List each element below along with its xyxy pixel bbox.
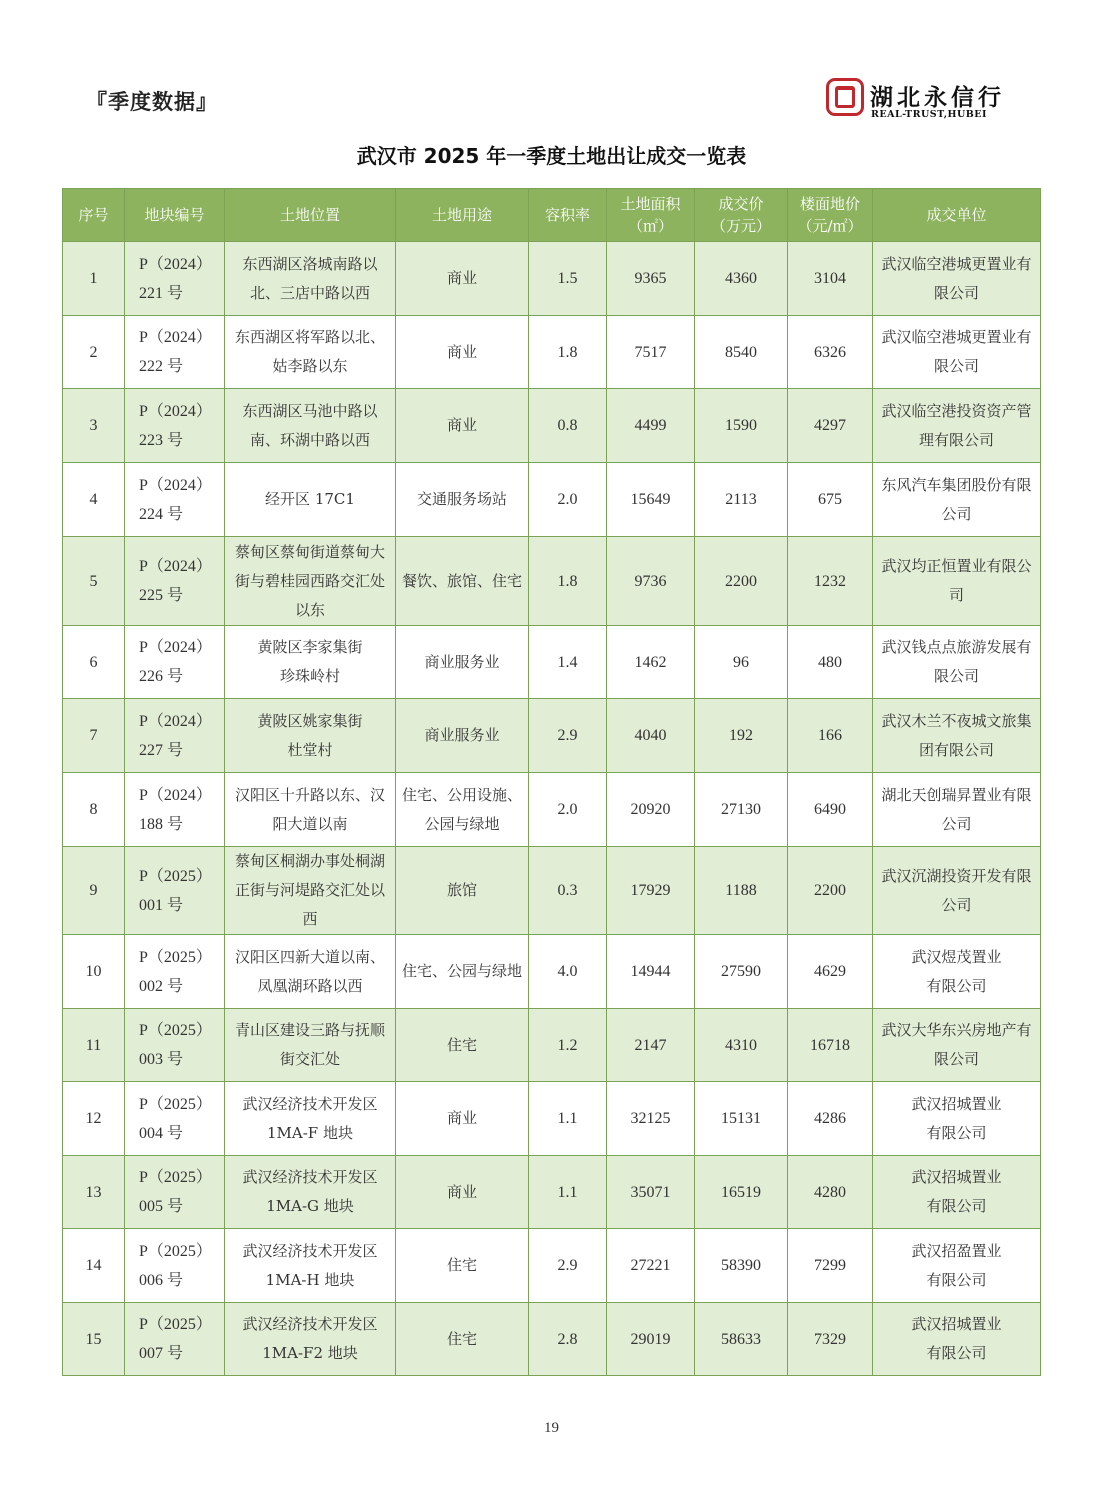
cell-deal-price: 27130 bbox=[695, 773, 788, 847]
cell-floor-price: 6490 bbox=[788, 773, 873, 847]
cell-floor-price: 2200 bbox=[788, 847, 873, 935]
cell-land-use: 住宅 bbox=[396, 1303, 529, 1376]
table-row bbox=[63, 389, 1041, 463]
table-row bbox=[63, 1229, 1041, 1303]
cell-land-use: 商业 bbox=[396, 242, 529, 316]
cell-number: 14 bbox=[63, 1229, 125, 1303]
column-header: 土地位置 bbox=[225, 189, 396, 242]
cell-buyer: 湖北天创瑞昇置业有限公司 bbox=[873, 773, 1041, 847]
cell-buyer: 武汉招城置业 有限公司 bbox=[873, 1156, 1041, 1229]
cell-land-area: 2147 bbox=[607, 1009, 695, 1082]
cell-deal-price: 58633 bbox=[695, 1303, 788, 1376]
cell-land-area: 15649 bbox=[607, 463, 695, 537]
cell-plot-code: P（2024） 225 号 bbox=[125, 537, 225, 626]
cell-plot-code: P（2025） 004 号 bbox=[125, 1082, 225, 1156]
cell-deal-price: 16519 bbox=[695, 1156, 788, 1229]
cell-land-area: 14944 bbox=[607, 935, 695, 1009]
cell-deal-price: 4310 bbox=[695, 1009, 788, 1082]
cell-number: 2 bbox=[63, 316, 125, 389]
cell-land-area: 32125 bbox=[607, 1082, 695, 1156]
table-row bbox=[63, 773, 1041, 847]
cell-plot-code: P（2025） 005 号 bbox=[125, 1156, 225, 1229]
table-row bbox=[63, 847, 1041, 935]
cell-location: 东西湖区将军路以北、姑李路以东 bbox=[225, 316, 396, 389]
cell-plot-code: P（2024） 188 号 bbox=[125, 773, 225, 847]
cell-floor-price: 4286 bbox=[788, 1082, 873, 1156]
table-row bbox=[63, 316, 1041, 389]
cell-floor-price: 675 bbox=[788, 463, 873, 537]
logo-seal-icon bbox=[826, 78, 864, 116]
cell-plot-ratio: 1.8 bbox=[529, 316, 607, 389]
cell-plot-ratio: 0.8 bbox=[529, 389, 607, 463]
table-row bbox=[63, 935, 1041, 1009]
cell-plot-code: P（2024） 226 号 bbox=[125, 626, 225, 699]
cell-plot-ratio: 2.9 bbox=[529, 1229, 607, 1303]
cell-plot-code: P（2024） 224 号 bbox=[125, 463, 225, 537]
cell-plot-ratio: 1.5 bbox=[529, 242, 607, 316]
cell-number: 13 bbox=[63, 1156, 125, 1229]
cell-plot-ratio: 0.3 bbox=[529, 847, 607, 935]
cell-land-area: 17929 bbox=[607, 847, 695, 935]
cell-buyer: 武汉木兰不夜城文旅集团有限公司 bbox=[873, 699, 1041, 773]
table-row bbox=[63, 699, 1041, 773]
cell-land-use: 旅馆 bbox=[396, 847, 529, 935]
land-transaction-table bbox=[62, 188, 1041, 1376]
cell-location: 汉阳区十升路以东、汉阳大道以南 bbox=[225, 773, 396, 847]
cell-buyer: 武汉煜茂置业 有限公司 bbox=[873, 935, 1041, 1009]
cell-land-area: 27221 bbox=[607, 1229, 695, 1303]
cell-buyer: 武汉沉湖投资开发有限公司 bbox=[873, 847, 1041, 935]
cell-deal-price: 192 bbox=[695, 699, 788, 773]
cell-land-area: 35071 bbox=[607, 1156, 695, 1229]
cell-deal-price: 27590 bbox=[695, 935, 788, 1009]
cell-buyer: 武汉招盈置业 有限公司 bbox=[873, 1229, 1041, 1303]
cell-land-area: 29019 bbox=[607, 1303, 695, 1376]
cell-plot-code: P（2025） 002 号 bbox=[125, 935, 225, 1009]
cell-location: 汉阳区四新大道以南、凤凰湖环路以西 bbox=[225, 935, 396, 1009]
cell-land-use: 商业 bbox=[396, 389, 529, 463]
cell-number: 12 bbox=[63, 1082, 125, 1156]
logo-chinese-name: 湖北永信行 bbox=[870, 85, 1005, 111]
cell-number: 6 bbox=[63, 626, 125, 699]
table-row bbox=[63, 537, 1041, 626]
cell-deal-price: 2200 bbox=[695, 537, 788, 626]
table-row bbox=[63, 1303, 1041, 1376]
cell-floor-price: 4280 bbox=[788, 1156, 873, 1229]
cell-location: 经开区 17C1 bbox=[225, 463, 396, 537]
cell-location: 黄陂区李家集街 珍珠岭村 bbox=[225, 626, 396, 699]
table-row bbox=[63, 626, 1041, 699]
table-row bbox=[63, 1082, 1041, 1156]
cell-number: 11 bbox=[63, 1009, 125, 1082]
cell-plot-ratio: 4.0 bbox=[529, 935, 607, 1009]
cell-land-area: 9365 bbox=[607, 242, 695, 316]
cell-deal-price: 1590 bbox=[695, 389, 788, 463]
cell-location: 青山区建设三路与抚顺街交汇处 bbox=[225, 1009, 396, 1082]
cell-deal-price: 8540 bbox=[695, 316, 788, 389]
table-header-row bbox=[63, 189, 1041, 242]
cell-location: 武汉经济技术开发区 1MA-F 地块 bbox=[225, 1082, 396, 1156]
page-number: 19 bbox=[544, 1420, 559, 1436]
cell-buyer: 武汉临空港城更置业有限公司 bbox=[873, 316, 1041, 389]
column-header: 成交单位 bbox=[873, 189, 1041, 242]
cell-number: 7 bbox=[63, 699, 125, 773]
cell-land-area: 7517 bbox=[607, 316, 695, 389]
table-body bbox=[63, 242, 1041, 1376]
cell-land-use: 商业服务业 bbox=[396, 699, 529, 773]
cell-deal-price: 58390 bbox=[695, 1229, 788, 1303]
cell-buyer: 武汉大华东兴房地产有限公司 bbox=[873, 1009, 1041, 1082]
cell-floor-price: 7299 bbox=[788, 1229, 873, 1303]
cell-location: 东西湖区洛城南路以北、三店中路以西 bbox=[225, 242, 396, 316]
cell-floor-price: 6326 bbox=[788, 316, 873, 389]
cell-land-use: 交通服务场站 bbox=[396, 463, 529, 537]
column-header: 地块编号 bbox=[125, 189, 225, 242]
cell-floor-price: 16718 bbox=[788, 1009, 873, 1082]
cell-land-use: 商业 bbox=[396, 1082, 529, 1156]
cell-floor-price: 3104 bbox=[788, 242, 873, 316]
table-row bbox=[63, 463, 1041, 537]
column-header: 土地用途 bbox=[396, 189, 529, 242]
cell-location: 蔡甸区蔡甸街道蔡甸大街与碧桂园西路交汇处以东 bbox=[225, 537, 396, 626]
cell-land-area: 1462 bbox=[607, 626, 695, 699]
cell-plot-ratio: 2.8 bbox=[529, 1303, 607, 1376]
cell-floor-price: 1232 bbox=[788, 537, 873, 626]
cell-plot-ratio: 1.8 bbox=[529, 537, 607, 626]
cell-buyer: 武汉招城置业 有限公司 bbox=[873, 1303, 1041, 1376]
cell-number: 5 bbox=[63, 537, 125, 626]
cell-plot-code: P（2025） 001 号 bbox=[125, 847, 225, 935]
cell-plot-code: P（2024） 227 号 bbox=[125, 699, 225, 773]
cell-buyer: 武汉招城置业 有限公司 bbox=[873, 1082, 1041, 1156]
cell-plot-code: P（2025） 006 号 bbox=[125, 1229, 225, 1303]
logo-english-name: REAL-TRUST,HUBEI bbox=[871, 109, 987, 120]
column-header: 容积率 bbox=[529, 189, 607, 242]
cell-location: 东西湖区马池中路以南、环湖中路以西 bbox=[225, 389, 396, 463]
table-row bbox=[63, 242, 1041, 316]
cell-deal-price: 1188 bbox=[695, 847, 788, 935]
cell-deal-price: 2113 bbox=[695, 463, 788, 537]
cell-floor-price: 480 bbox=[788, 626, 873, 699]
cell-land-use: 住宅 bbox=[396, 1229, 529, 1303]
cell-plot-ratio: 2.0 bbox=[529, 463, 607, 537]
cell-number: 9 bbox=[63, 847, 125, 935]
cell-floor-price: 7329 bbox=[788, 1303, 873, 1376]
cell-location: 黄陂区姚家集街 杜堂村 bbox=[225, 699, 396, 773]
cell-number: 1 bbox=[63, 242, 125, 316]
cell-land-area: 4499 bbox=[607, 389, 695, 463]
cell-buyer: 武汉临空港投资资产管理有限公司 bbox=[873, 389, 1041, 463]
table-row bbox=[63, 1156, 1041, 1229]
cell-number: 8 bbox=[63, 773, 125, 847]
cell-deal-price: 96 bbox=[695, 626, 788, 699]
cell-location: 武汉经济技术开发区 1MA-H 地块 bbox=[225, 1229, 396, 1303]
cell-land-use: 商业 bbox=[396, 1156, 529, 1229]
cell-location: 武汉经济技术开发区 1MA-F2 地块 bbox=[225, 1303, 396, 1376]
cell-land-use: 商业服务业 bbox=[396, 626, 529, 699]
company-logo bbox=[826, 78, 1036, 124]
cell-land-use: 商业 bbox=[396, 316, 529, 389]
cell-plot-ratio: 2.9 bbox=[529, 699, 607, 773]
cell-floor-price: 4297 bbox=[788, 389, 873, 463]
cell-land-area: 4040 bbox=[607, 699, 695, 773]
cell-location: 武汉经济技术开发区 1MA-G 地块 bbox=[225, 1156, 396, 1229]
page-title: 武汉市 2025 年一季度土地出让成交一览表 bbox=[356, 144, 747, 168]
cell-plot-ratio: 1.1 bbox=[529, 1082, 607, 1156]
cell-plot-code: P（2024） 222 号 bbox=[125, 316, 225, 389]
cell-deal-price: 15131 bbox=[695, 1082, 788, 1156]
cell-number: 4 bbox=[63, 463, 125, 537]
cell-number: 10 bbox=[63, 935, 125, 1009]
column-header: 土地面积 （㎡） bbox=[607, 189, 695, 242]
cell-deal-price: 4360 bbox=[695, 242, 788, 316]
cell-land-area: 9736 bbox=[607, 537, 695, 626]
cell-buyer: 东风汽车集团股份有限公司 bbox=[873, 463, 1041, 537]
cell-location: 蔡甸区桐湖办事处桐湖正街与河堤路交汇处以西 bbox=[225, 847, 396, 935]
column-header: 成交价 （万元） bbox=[695, 189, 788, 242]
cell-plot-code: P（2024） 221 号 bbox=[125, 242, 225, 316]
cell-plot-ratio: 2.0 bbox=[529, 773, 607, 847]
cell-land-use: 住宅、公用设施、公园与绿地 bbox=[396, 773, 529, 847]
cell-land-use: 住宅、公园与绿地 bbox=[396, 935, 529, 1009]
cell-number: 15 bbox=[63, 1303, 125, 1376]
column-header: 楼面地价 （元/㎡） bbox=[788, 189, 873, 242]
cell-number: 3 bbox=[63, 389, 125, 463]
cell-plot-ratio: 1.2 bbox=[529, 1009, 607, 1082]
cell-plot-code: P（2025） 007 号 bbox=[125, 1303, 225, 1376]
cell-land-use: 餐饮、旅馆、住宅 bbox=[396, 537, 529, 626]
cell-buyer: 武汉临空港城更置业有限公司 bbox=[873, 242, 1041, 316]
cell-buyer: 武汉钱点点旅游发展有限公司 bbox=[873, 626, 1041, 699]
cell-land-area: 20920 bbox=[607, 773, 695, 847]
cell-buyer: 武汉均正恒置业有限公司 bbox=[873, 537, 1041, 626]
cell-plot-ratio: 1.4 bbox=[529, 626, 607, 699]
cell-floor-price: 166 bbox=[788, 699, 873, 773]
cell-land-use: 住宅 bbox=[396, 1009, 529, 1082]
cell-floor-price: 4629 bbox=[788, 935, 873, 1009]
cell-plot-ratio: 1.1 bbox=[529, 1156, 607, 1229]
section-tag: 『季度数据』 bbox=[86, 90, 218, 114]
table-row bbox=[63, 1009, 1041, 1082]
column-header: 序号 bbox=[63, 189, 125, 242]
cell-plot-code: P（2024） 223 号 bbox=[125, 389, 225, 463]
cell-plot-code: P（2025） 003 号 bbox=[125, 1009, 225, 1082]
